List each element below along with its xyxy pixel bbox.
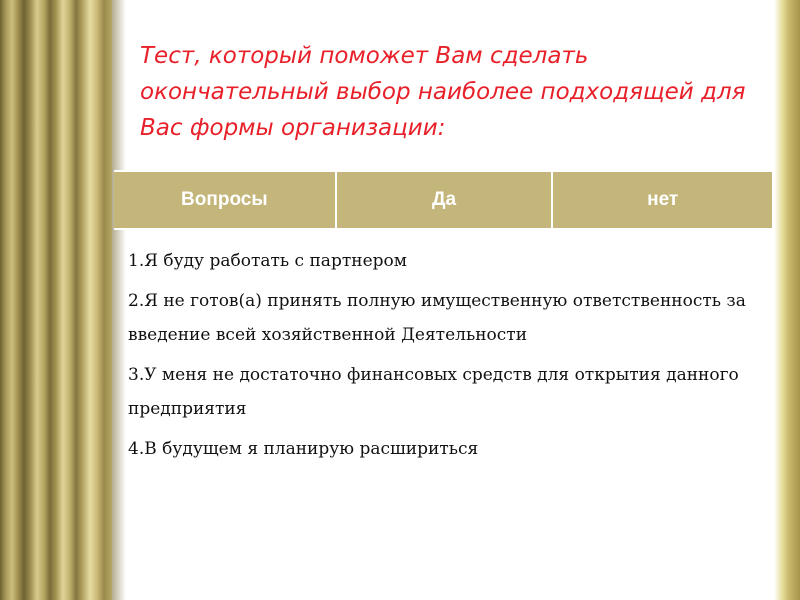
question-list [128, 244, 768, 466]
gold-curtain-decoration [0, 0, 112, 600]
question-item: 3.У меня не достаточно финансовых средств для открытия данного предприятия [128, 365, 739, 419]
question-item: 1.Я буду работать с партнером [128, 251, 407, 271]
column-header-no: нет [551, 172, 772, 228]
question-item: 2.Я не готов(а) принять полную имущественную ответственность за введение всей хозяйственной Деятельности [128, 291, 746, 345]
column-header-questions: Вопросы [181, 189, 268, 210]
curtain-shadow [112, 0, 126, 600]
column-header-yes: Да [335, 172, 552, 228]
questions-table-header [114, 170, 772, 230]
slide-title: Тест, который поможет Вам сделать окончательный выбор наиболее подходящей для Вас формы организации: [140, 43, 746, 141]
question-item: 4.В будущем я планирую расшириться [128, 439, 479, 459]
